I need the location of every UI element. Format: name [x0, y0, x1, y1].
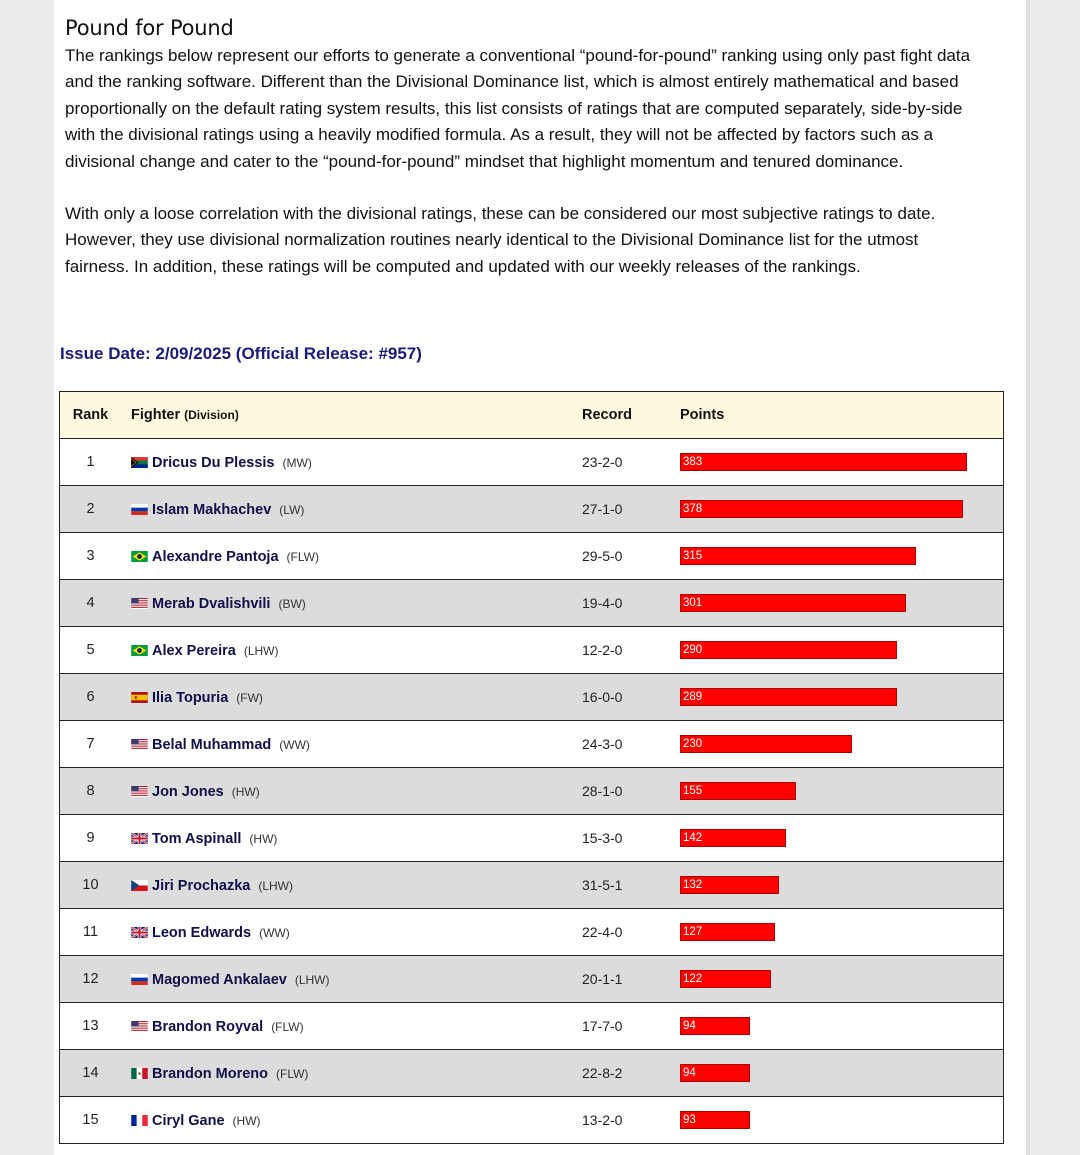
- points-cell: [670, 486, 1004, 533]
- points-cell: [670, 956, 1004, 1003]
- record-cell: 20-1-1: [572, 956, 670, 1003]
- fighter-division: (MW): [282, 455, 312, 470]
- flag-usa-icon: [131, 737, 148, 748]
- fighter-name: Leon Edwards: [152, 924, 252, 941]
- flag-france-icon: [131, 1113, 148, 1124]
- fighter-cell: [121, 956, 572, 1003]
- header-record: Record: [572, 392, 670, 439]
- points-bar: 383: [680, 453, 967, 471]
- fighter-name: Merab Dvalishvili: [152, 595, 271, 612]
- points-bar: 93: [680, 1111, 750, 1129]
- points-bar: 301: [680, 594, 906, 612]
- record-cell: 31-5-1: [572, 862, 670, 909]
- table-row: [60, 862, 1004, 909]
- points-bar: 378: [680, 500, 963, 518]
- fighter-name: Tom Aspinall: [152, 830, 242, 847]
- header-fighter-label: Fighter: [131, 407, 181, 423]
- points-bar: 142: [680, 829, 786, 847]
- header-rank: Rank: [60, 392, 122, 439]
- rank-cell: 6: [60, 674, 122, 721]
- rank-cell: 12: [60, 956, 122, 1003]
- table-row: [60, 439, 1004, 486]
- fighter-cell: [121, 1003, 572, 1050]
- fighter-name: Dricus Du Plessis: [152, 454, 275, 471]
- table-header-row: [60, 392, 1004, 439]
- header-points: Points: [670, 392, 1004, 439]
- fighter-name: Jon Jones: [152, 783, 224, 800]
- table-row: [60, 815, 1004, 862]
- table-row: [60, 909, 1004, 956]
- fighter-division: (LHW): [294, 972, 330, 987]
- fighter-name: Brandon Royval: [152, 1018, 264, 1035]
- rank-cell: 13: [60, 1003, 122, 1050]
- fighter-division: (HW): [232, 1113, 261, 1128]
- points-bar: 132: [680, 876, 779, 894]
- intro-paragraph: The rankings below represent our efforts to generate a conventional “pound-for-pound” ranking using only past fight data and the ranking software. Different than the Divisional Dominance list, which is almost entirely mathematical and based proportionally on the default rating system results, this list consists of ratings that are computed separately, side-by-side with the divisional ratings using a heavily modified formula. As a result, they will not be affected by factors such as a divisional change and cater to the “pound-for-pound” mindset that highlight momentum and tenured dominance.: [65, 46, 971, 171]
- flag-usa-icon: [131, 784, 148, 795]
- table-row: [60, 956, 1004, 1003]
- table-row: [60, 1097, 1004, 1144]
- points-cell: [670, 815, 1004, 862]
- table-row: [60, 1050, 1004, 1097]
- table-row: [60, 627, 1004, 674]
- record-cell: 15-3-0: [572, 815, 670, 862]
- fighter-division: (WW): [259, 925, 290, 940]
- fighter-cell: [121, 862, 572, 909]
- points-cell: [670, 580, 1004, 627]
- record-cell: 17-7-0: [572, 1003, 670, 1050]
- points-cell: [670, 862, 1004, 909]
- record-cell: 24-3-0: [572, 721, 670, 768]
- table-row: [60, 1003, 1004, 1050]
- record-cell: 16-0-0: [572, 674, 670, 721]
- fighter-division: (FLW): [286, 549, 319, 564]
- notes-paragraph: With only a loose correlation with the divisional ratings, these can be considered our most subjective ratings to date. However, they use divisional normalization routines nearly identical to the Divisional Dominance list for the utmost fairness. In addition, these ratings will be computed and updated with our weekly releases of the rankings.: [65, 204, 936, 276]
- fighter-name: Jiri Prochazka: [152, 877, 251, 894]
- rank-cell: 10: [60, 862, 122, 909]
- points-cell: [670, 1097, 1004, 1144]
- rank-cell: 1: [60, 439, 122, 486]
- points-cell: [670, 533, 1004, 580]
- fighter-cell: [121, 1097, 572, 1144]
- fighter-cell: [121, 674, 572, 721]
- record-cell: 27-1-0: [572, 486, 670, 533]
- flag-uk-icon: [131, 831, 148, 842]
- fighter-division: (LW): [279, 502, 305, 517]
- record-cell: 28-1-0: [572, 768, 670, 815]
- rank-cell: 3: [60, 533, 122, 580]
- record-cell: 12-2-0: [572, 627, 670, 674]
- table-row: [60, 580, 1004, 627]
- rank-cell: 9: [60, 815, 122, 862]
- fighter-name: Brandon Moreno: [152, 1065, 268, 1082]
- table-row: [60, 674, 1004, 721]
- table-row: [60, 721, 1004, 768]
- rank-cell: 14: [60, 1050, 122, 1097]
- fighter-division: (FLW): [271, 1019, 304, 1034]
- flag-spain-icon: [131, 690, 148, 701]
- points-bar: 315: [680, 547, 916, 565]
- fighter-division: (HW): [249, 831, 278, 846]
- fighter-division: (WW): [279, 737, 310, 752]
- flag-mexico-icon: [131, 1066, 148, 1077]
- issue-date: Issue Date: 2/09/2025 (Official Release: #957): [60, 344, 422, 363]
- flag-uk-icon: [131, 925, 148, 936]
- flag-czech-icon: [131, 878, 148, 889]
- fighter-name: Ilia Topuria: [152, 689, 229, 706]
- record-cell: 29-5-0: [572, 533, 670, 580]
- record-cell: 22-4-0: [572, 909, 670, 956]
- content-page: [54, 0, 1026, 1155]
- fighter-cell: [121, 486, 572, 533]
- fighter-cell: [121, 815, 572, 862]
- record-cell: 13-2-0: [572, 1097, 670, 1144]
- fighter-division: (LHW): [258, 878, 293, 893]
- points-bar: 289: [680, 688, 897, 706]
- points-bar: 290: [680, 641, 897, 659]
- table-row: [60, 768, 1004, 815]
- flag-south-africa-icon: [131, 455, 148, 466]
- rank-cell: 7: [60, 721, 122, 768]
- points-bar: 155: [680, 782, 796, 800]
- fighter-cell: [121, 768, 572, 815]
- table-row: [60, 533, 1004, 580]
- points-cell: [670, 627, 1004, 674]
- fighter-division: (FW): [236, 690, 263, 705]
- fighter-division: (HW): [231, 784, 260, 799]
- points-bar: 127: [680, 923, 775, 941]
- fighter-cell: [121, 533, 572, 580]
- p4p-rankings-table: [59, 391, 1004, 1144]
- fighter-name: Ciryl Gane: [152, 1112, 225, 1129]
- points-cell: [670, 1050, 1004, 1097]
- record-cell: 22-8-2: [572, 1050, 670, 1097]
- fighter-name: Alexandre Pantoja: [152, 548, 279, 565]
- points-bar: 94: [680, 1017, 750, 1035]
- fighter-name: Alex Pereira: [152, 642, 236, 659]
- right-margin: [1026, 0, 1080, 1155]
- points-cell: [670, 909, 1004, 956]
- rank-cell: 4: [60, 580, 122, 627]
- fighter-cell: [121, 1050, 572, 1097]
- rank-cell: 11: [60, 909, 122, 956]
- points-bar: 94: [680, 1064, 750, 1082]
- page-title: Pound for Pound: [65, 16, 234, 40]
- points-cell: [670, 439, 1004, 486]
- rank-cell: 8: [60, 768, 122, 815]
- fighter-name: Belal Muhammad: [152, 736, 272, 753]
- table-row: [60, 486, 1004, 533]
- rank-cell: 5: [60, 627, 122, 674]
- flag-russia-icon: [131, 502, 148, 513]
- header-division-label: (Division): [184, 408, 239, 422]
- record-cell: 19-4-0: [572, 580, 670, 627]
- fighter-division: (BW): [278, 596, 306, 611]
- points-bar: 230: [680, 735, 852, 753]
- fighter-cell: [121, 909, 572, 956]
- fighter-cell: [121, 627, 572, 674]
- flag-russia-icon: [131, 972, 148, 983]
- points-cell: [670, 768, 1004, 815]
- flag-usa-icon: [131, 1019, 148, 1030]
- points-cell: [670, 721, 1004, 768]
- fighter-name: Islam Makhachev: [152, 501, 272, 518]
- rank-cell: 15: [60, 1097, 122, 1144]
- points-cell: [670, 674, 1004, 721]
- record-cell: 23-2-0: [572, 439, 670, 486]
- fighter-cell: [121, 580, 572, 627]
- fighter-name: Magomed Ankalaev: [152, 971, 287, 988]
- fighter-division: (FLW): [276, 1066, 309, 1081]
- scrollbar[interactable]: [1026, 0, 1030, 1155]
- flag-brazil-icon: [131, 643, 148, 654]
- flag-brazil-icon: [131, 549, 148, 560]
- points-bar: 122: [680, 970, 771, 988]
- fighter-cell: [121, 439, 572, 486]
- rank-cell: 2: [60, 486, 122, 533]
- header-fighter: [121, 392, 572, 439]
- points-cell: [670, 1003, 1004, 1050]
- fighter-cell: [121, 721, 572, 768]
- flag-usa-icon: [131, 596, 148, 607]
- fighter-division: (LHW): [243, 643, 279, 658]
